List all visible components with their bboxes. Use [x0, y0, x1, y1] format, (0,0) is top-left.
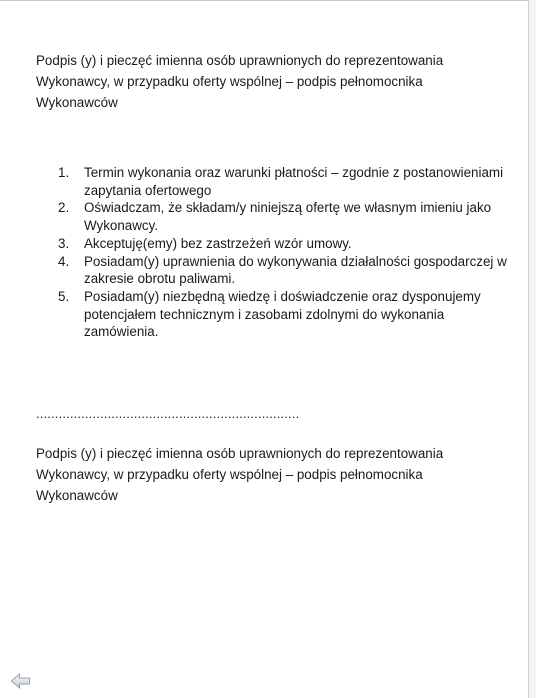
- signature-line: ......................................................................: [36, 406, 300, 421]
- list-item-text: Termin wykonania oraz warunki płatności – zgodnie z postanowieniami zapytania ofertowego: [84, 165, 504, 198]
- list-item: [0, 235, 514, 253]
- list-item-number: 2.: [58, 200, 70, 216]
- list-item-number: 4.: [58, 253, 70, 269]
- list-item-text: Posiadam(y) niezbędną wiedzę i doświadczenie oraz dysponujemy potencjałem technicznym i zasobami zdolnymi do wykonania zamówienia.: [84, 288, 481, 340]
- list-item-number: 5.: [58, 288, 70, 304]
- list-item-text: Oświadczam, że składam/y niniejszą ofertę we własnym imieniu jako Wykonawcy.: [84, 200, 492, 234]
- list-item-text: Akceptuję(emy) bez zastrzeżeń wzór umowy.: [84, 235, 352, 251]
- signature-note-bottom: Podpis (y) i pieczęć imienna osób uprawnionych do reprezentowania Wykonawcy, w przypadku oferty wspólnej – podpis pełnomocnika Wykonawców: [36, 446, 444, 503]
- arrow-left-icon[interactable]: [10, 672, 32, 690]
- list-item-number: 3.: [58, 235, 70, 251]
- list-item-number: 1.: [58, 165, 70, 180]
- page-top-border: [0, 0, 528, 1]
- list-item: [0, 253, 514, 288]
- scrollbar-track[interactable]: [529, 0, 536, 698]
- list-item: [0, 199, 514, 234]
- signature-note-top: Podpis (y) i pieczęć imienna osób uprawnionych do reprezentowania Wykonawcy, w przypadku oferty wspólnej – podpis pełnomocnika Wykonawców: [36, 53, 444, 110]
- list-item: [0, 164, 514, 199]
- declarations-list: [0, 164, 528, 341]
- list-item-text: Posiadam(y) uprawnienia do wykonywania działalności gospodarczej w zakresie obrotu paliwami.: [84, 253, 507, 287]
- list-item: [0, 288, 514, 341]
